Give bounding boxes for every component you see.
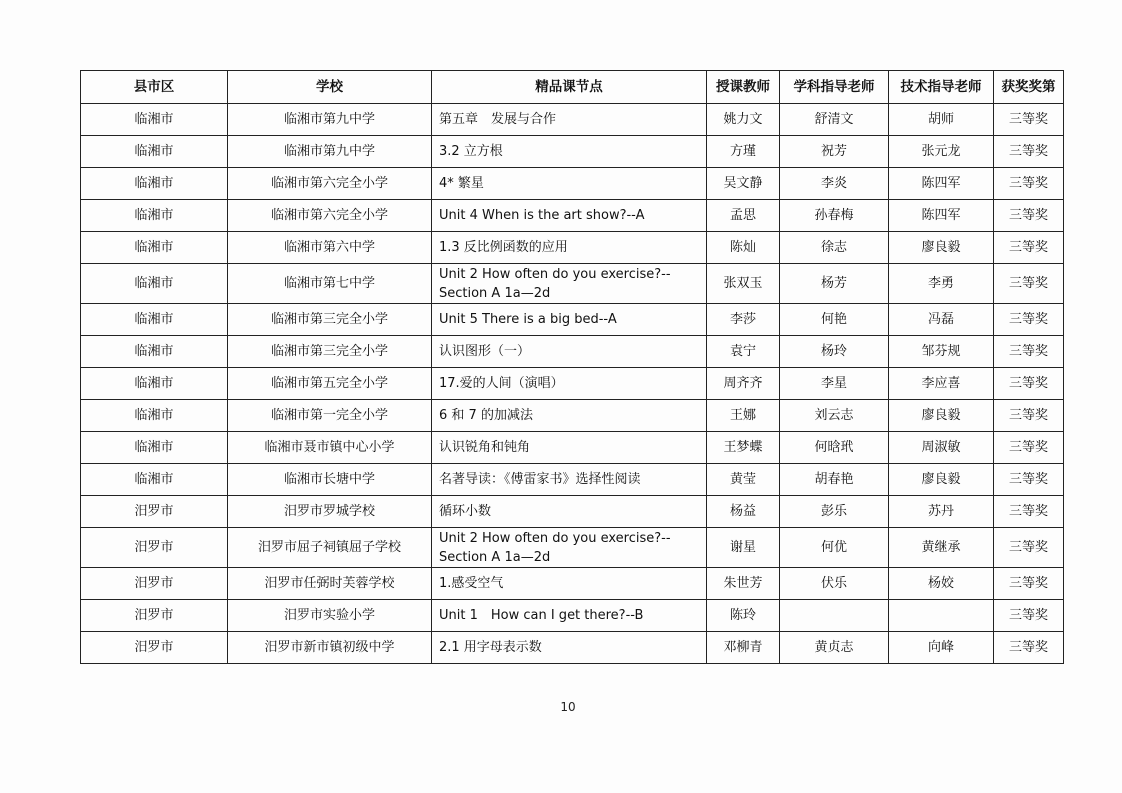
- cell-county: 临湘市: [81, 304, 228, 336]
- cell-subject-advisor: 杨芳: [780, 264, 889, 304]
- award-table: [80, 70, 1064, 664]
- cell-lesson: Unit 1 How can I get there?--B: [432, 600, 707, 632]
- cell-award: 三等奖: [994, 200, 1064, 232]
- cell-award: 三等奖: [994, 232, 1064, 264]
- cell-lesson: 认识图形（一）: [432, 336, 707, 368]
- cell-award: 三等奖: [994, 600, 1064, 632]
- cell-tech-advisor: 向峰: [889, 632, 994, 664]
- cell-lesson: Unit 4 When is the art show?--A: [432, 200, 707, 232]
- cell-tech-advisor: 廖良毅: [889, 464, 994, 496]
- cell-award: 三等奖: [994, 400, 1064, 432]
- table-row: [81, 264, 1064, 304]
- table-row: [81, 400, 1064, 432]
- cell-award: 三等奖: [994, 432, 1064, 464]
- cell-county: 汨罗市: [81, 528, 228, 568]
- cell-school: 临湘市第三完全小学: [228, 336, 432, 368]
- cell-county: 临湘市: [81, 232, 228, 264]
- cell-subject-advisor: 李炎: [780, 168, 889, 200]
- table-row: [81, 600, 1064, 632]
- cell-award: 三等奖: [994, 304, 1064, 336]
- cell-county: 临湘市: [81, 168, 228, 200]
- cell-tech-advisor: 冯磊: [889, 304, 994, 336]
- cell-county: 临湘市: [81, 464, 228, 496]
- table-row: [81, 104, 1064, 136]
- cell-subject-advisor: 胡春艳: [780, 464, 889, 496]
- cell-tech-advisor: 廖良毅: [889, 232, 994, 264]
- table-body: [81, 104, 1064, 664]
- table-row: [81, 232, 1064, 264]
- cell-county: 临湘市: [81, 136, 228, 168]
- table-row: [81, 432, 1064, 464]
- cell-teacher: 陈灿: [707, 232, 780, 264]
- cell-lesson: 名著导读：《傅雷家书》选择性阅读: [432, 464, 707, 496]
- cell-school: 临湘市第九中学: [228, 136, 432, 168]
- cell-teacher: 孟思: [707, 200, 780, 232]
- cell-county: 临湘市: [81, 104, 228, 136]
- cell-teacher: 黄莹: [707, 464, 780, 496]
- header-county: 县市区: [81, 71, 228, 104]
- cell-tech-advisor: 胡师: [889, 104, 994, 136]
- cell-subject-advisor: 祝芳: [780, 136, 889, 168]
- cell-subject-advisor: 彭乐: [780, 496, 889, 528]
- table-row: [81, 200, 1064, 232]
- table-row: [81, 496, 1064, 528]
- header-subject-advisor: 学科指导老师: [780, 71, 889, 104]
- cell-teacher: 周齐齐: [707, 368, 780, 400]
- cell-tech-advisor: 李应喜: [889, 368, 994, 400]
- cell-subject-advisor: [780, 600, 889, 632]
- cell-tech-advisor: 陈四军: [889, 200, 994, 232]
- cell-subject-advisor: 黄贞志: [780, 632, 889, 664]
- header-teacher: 授课教师: [707, 71, 780, 104]
- header-school: 学校: [228, 71, 432, 104]
- cell-teacher: 朱世芳: [707, 568, 780, 600]
- cell-award: 三等奖: [994, 568, 1064, 600]
- cell-lesson: Unit 2 How often do you exercise?--Section A 1a—2d: [432, 528, 707, 568]
- cell-county: 汨罗市: [81, 496, 228, 528]
- cell-lesson: 循环小数: [432, 496, 707, 528]
- cell-subject-advisor: 刘云志: [780, 400, 889, 432]
- cell-tech-advisor: 周淑敏: [889, 432, 994, 464]
- cell-county: 汨罗市: [81, 568, 228, 600]
- cell-subject-advisor: 何晗玳: [780, 432, 889, 464]
- cell-award: 三等奖: [994, 368, 1064, 400]
- cell-award: 三等奖: [994, 104, 1064, 136]
- cell-award: 三等奖: [994, 136, 1064, 168]
- cell-teacher: 袁宁: [707, 336, 780, 368]
- cell-subject-advisor: 伏乐: [780, 568, 889, 600]
- cell-county: 临湘市: [81, 336, 228, 368]
- cell-school: 临湘市第六完全小学: [228, 200, 432, 232]
- cell-county: 临湘市: [81, 368, 228, 400]
- cell-lesson: Unit 2 How often do you exercise?--Section A 1a—2d: [432, 264, 707, 304]
- cell-teacher: 吴文静: [707, 168, 780, 200]
- table-row: [81, 568, 1064, 600]
- cell-county: 临湘市: [81, 200, 228, 232]
- cell-lesson: 4* 繁星: [432, 168, 707, 200]
- cell-teacher: 姚力文: [707, 104, 780, 136]
- cell-tech-advisor: 张元龙: [889, 136, 994, 168]
- cell-teacher: 谢星: [707, 528, 780, 568]
- cell-school: 临湘市第六中学: [228, 232, 432, 264]
- cell-county: 临湘市: [81, 264, 228, 304]
- cell-county: 临湘市: [81, 432, 228, 464]
- cell-teacher: 陈玲: [707, 600, 780, 632]
- cell-school: 临湘市长塘中学: [228, 464, 432, 496]
- cell-tech-advisor: 苏丹: [889, 496, 994, 528]
- header-award: 获奖奖第: [994, 71, 1064, 104]
- table-row: [81, 368, 1064, 400]
- header-tech-advisor: 技术指导老师: [889, 71, 994, 104]
- cell-tech-advisor: 邹芬规: [889, 336, 994, 368]
- cell-teacher: 张双玉: [707, 264, 780, 304]
- cell-subject-advisor: 孙春梅: [780, 200, 889, 232]
- cell-subject-advisor: 何艳: [780, 304, 889, 336]
- table-row: [81, 336, 1064, 368]
- cell-subject-advisor: 李星: [780, 368, 889, 400]
- cell-award: 三等奖: [994, 632, 1064, 664]
- cell-school: 临湘市第五完全小学: [228, 368, 432, 400]
- cell-teacher: 邓柳青: [707, 632, 780, 664]
- cell-county: 汨罗市: [81, 600, 228, 632]
- cell-lesson: 6 和 7 的加减法: [432, 400, 707, 432]
- cell-school: 临湘市第一完全小学: [228, 400, 432, 432]
- cell-lesson: 认识锐角和钝角: [432, 432, 707, 464]
- cell-lesson: 17.爱的人间（演唱）: [432, 368, 707, 400]
- cell-lesson: 1.感受空气: [432, 568, 707, 600]
- cell-lesson: 3.2 立方根: [432, 136, 707, 168]
- cell-subject-advisor: 舒清文: [780, 104, 889, 136]
- cell-county: 临湘市: [81, 400, 228, 432]
- cell-teacher: 李莎: [707, 304, 780, 336]
- cell-school: 汨罗市屈子祠镇屈子学校: [228, 528, 432, 568]
- cell-tech-advisor: 李勇: [889, 264, 994, 304]
- table-header-row: [81, 71, 1064, 104]
- cell-school: 临湘市第六完全小学: [228, 168, 432, 200]
- table-row: [81, 136, 1064, 168]
- cell-subject-advisor: 徐志: [780, 232, 889, 264]
- page-number: 10: [560, 700, 576, 714]
- cell-school: 临湘市第七中学: [228, 264, 432, 304]
- cell-teacher: 王娜: [707, 400, 780, 432]
- cell-award: 三等奖: [994, 168, 1064, 200]
- cell-subject-advisor: 杨玲: [780, 336, 889, 368]
- cell-school: 汨罗市任弼时芙蓉学校: [228, 568, 432, 600]
- header-lesson: 精品课节点: [432, 71, 707, 104]
- table-row: [81, 528, 1064, 568]
- cell-award: 三等奖: [994, 336, 1064, 368]
- cell-school: 临湘市第九中学: [228, 104, 432, 136]
- cell-tech-advisor: 杨姣: [889, 568, 994, 600]
- table-row: [81, 168, 1064, 200]
- cell-teacher: 方瑾: [707, 136, 780, 168]
- cell-school: 临湘市聂市镇中心小学: [228, 432, 432, 464]
- table-row: [81, 632, 1064, 664]
- cell-school: 汨罗市新市镇初级中学: [228, 632, 432, 664]
- cell-subject-advisor: 何优: [780, 528, 889, 568]
- table-row: [81, 304, 1064, 336]
- cell-award: 三等奖: [994, 264, 1064, 304]
- cell-school: 汨罗市实验小学: [228, 600, 432, 632]
- table-row: [81, 464, 1064, 496]
- cell-lesson: 2.1 用字母表示数: [432, 632, 707, 664]
- cell-tech-advisor: 陈四军: [889, 168, 994, 200]
- cell-teacher: 王梦蝶: [707, 432, 780, 464]
- cell-school: 临湘市第三完全小学: [228, 304, 432, 336]
- cell-award: 三等奖: [994, 528, 1064, 568]
- cell-award: 三等奖: [994, 464, 1064, 496]
- cell-lesson: Unit 5 There is a big bed--A: [432, 304, 707, 336]
- cell-tech-advisor: 黄继承: [889, 528, 994, 568]
- cell-tech-advisor: 廖良毅: [889, 400, 994, 432]
- cell-county: 汨罗市: [81, 632, 228, 664]
- cell-tech-advisor: [889, 600, 994, 632]
- cell-lesson: 第五章 发展与合作: [432, 104, 707, 136]
- cell-school: 汨罗市罗城学校: [228, 496, 432, 528]
- cell-lesson: 1.3 反比例函数的应用: [432, 232, 707, 264]
- cell-teacher: 杨益: [707, 496, 780, 528]
- cell-award: 三等奖: [994, 496, 1064, 528]
